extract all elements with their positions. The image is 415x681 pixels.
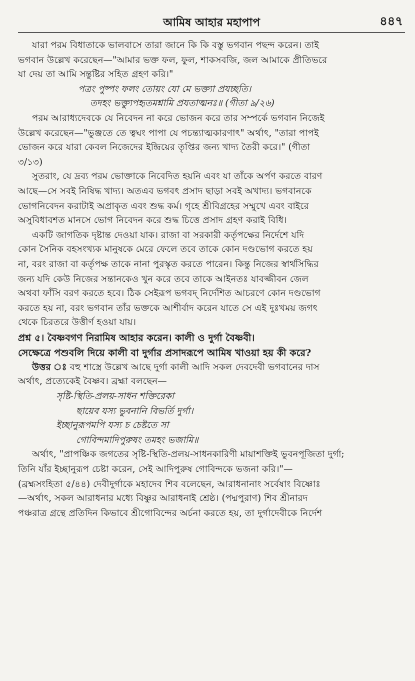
answer-text: বহু শাস্ত্রে উল্লেখ আছে দুর্গা কালী আদি সকল দেবদেবী ভগবানের দাস [69,361,320,373]
text-line: সুতরাং, যে দ্রব্য পরম ভোক্তাকে নিবেদিত হয়নি এবং যা তাঁকে অর্পণ করতে বারণ [32,171,323,183]
answer-label: উত্তর ঃ [32,361,67,373]
text-line: তিনি যাঁর ইচ্ছানুরূপ চেষ্টা করেন, সেই আদিপুরুষ গোবিন্দকে ভজনা করি।"— [18,464,293,476]
running-title: আমিষ আহার মহাপাপ [163,16,260,29]
text-line: অথবা ফাঁসি বরণ করতে হবে। ঠিক সেইরূপ ভগবদ্ নির্দেশিত আচরণে কোন দণ্ডভোগ [18,288,321,300]
verse-line: গোবিন্দমাদিপুরুষং তমহং ভজামি॥ [76,434,199,446]
text-line: ভোগনিবেদন করাটাই অপ্রাকৃত এবং শুদ্ধ কর্ম। গৃহে শ্রীবিগ্রহের সম্মুখে এবং বাইরে [18,200,309,212]
verse-line: তদহং ভক্ত্যুপহৃতমশ্নামি প্রযতাত্মনঃ॥ (গীতা ৯/২৬) [90,98,275,110]
verse-line: ইচ্ছানুরূপমপি যস্য চ চেষ্টতে সা [56,420,169,432]
question-heading: প্রশ্ন ৫। বৈষ্ণবগণ নিরামিষ আহার করেন। কালী ও দুর্গা বৈষ্ণবী। [18,332,255,344]
text-line: —অর্থাৎ, সকল আরাধনার মধ্যে বিষ্ণুর আরাধনাই শ্রেষ্ঠ। (পদ্মপুরাণ) শিব শ্রীনারদ [18,493,308,505]
text-line [18,361,405,376]
verse-line: ছায়েব যস্য ভুবনানি বিভর্তি দুর্গা। [76,405,194,417]
text-line: (ব্রহ্মসংহিতা ৫/৪৪) দেবীদুর্গাকে মহাদেব শিব বলেছেন, আরাধনানাং সর্বেষাং বিষ্ণোঃ [18,478,321,490]
page-header [18,10,405,33]
text-line: থেকে চিরতরে উত্তীর্ণ হওয়া যায়। [18,317,136,329]
text-line: ভগবান উল্লেখ করেছেন—"আমার ভক্ত ফল, ফুল, শাকসবজি, জল আমাকে প্রীতিভরে [18,54,328,66]
text-line: অর্থাৎ, "প্রাপঞ্চিক জগতের সৃষ্টি-স্থিতি-প্রলয়-সাধনকারিণী মায়াশক্তিই ভুবনপূজিতা দুর্গা; [32,449,345,461]
page-number: ৪৪৭ [379,14,403,28]
verse-line: সৃষ্টি-স্থিতি-প্রলয়-সাধন শক্তিরেকা [56,391,174,403]
text-line: পঞ্চরাত্র গ্রন্থে প্রতিদিন কিভাবে শ্রীগোবিন্দের অর্চনা করতে হয়, তা দুর্গাদেবীকে নির্দেশ [18,507,323,519]
text-line: আছে—সে সবই নিষিদ্ধ খাদ্য। অতএব ভগবৎ প্রসাদ ছাড়া সবই অখাদ্য। ভগবানকে [18,185,312,197]
text-line: ৩/১৩) [18,156,43,168]
question-heading: সেক্ষেত্রে পশুবলি দিয়ে কালী বা দুর্গার প্রসাদরূপে আমিষ খাওয়া হয় কী করে? [18,347,312,359]
text-line: জন্য যদি কেউ নিজের সন্তানকেও খুন করে তবে তাকে আইনতঃ যাবজ্জীবন জেল [18,273,309,285]
text-line: করতে হয় না, বরং ভগবান তাঁর ভক্তকে আশীর্বাদ করেন যাতে সে এই দুঃখময় জগৎ [18,302,318,314]
text-line: একটি জাগতিক দৃষ্টান্ত দেওয়া যাক। রাজা বা সরকারী কর্তৃপক্ষের নির্দেশে যদি [32,229,305,241]
text-line: কোন সৈনিক বহসংখ্যক মানুষকে মেরে ফেলে তবে তাকে কোন দণ্ডভোগ করতে হয় [18,244,313,256]
text-line: না, বরং রাজা বা কর্তৃপক্ষ তাকে নানা পুরস্কৃত করতে পারেন। কিন্তু নিজের স্বার্থসিদ্ধির [18,258,319,270]
text-line: অর্থাৎ, প্রত্যেকেই বৈষ্ণব। ব্রহ্মা বলছেন— [18,376,167,388]
text-line: যা দেয় তা আমি সন্তুষ্টির সহিত গ্রহণ করি।" [18,69,174,81]
text-line: ভোজন করে যারা কেবল নিজেদের ইন্দ্রিয়ের তৃপ্তির জন্য খাদ্য তৈরী করে।" (গীতা [18,142,311,154]
text-line: উল্লেখ করেছেন—"ভুঞ্জতে তে ত্বঘং পাপা যে পচন্ত্যাত্মকারণাৎ" অর্থাৎ, "তারা পাপই [18,127,319,139]
text-line: অসুবিধাবশত মানসে ভোগ নিবেদন করে শুদ্ধ চিত্তে প্রসাদ গ্রহণ করাই বিধি। [18,215,287,227]
text-line: পরম আরাধ্যদেবকে যে নিবেদন না করে ভোজন করে তার সম্পর্কে ভগবান নিজেই [32,112,325,124]
text-line: যারা পরম বিধাতাকে ভালবাসে তারা জানে কি কি বস্তু ভগবান পছন্দ করেন। তাই [32,40,319,51]
verse-line: পত্রং পুষ্পং ফলং তোয়ং যো মে ভক্ত্যা প্রযচ্ছতি। [78,83,252,95]
